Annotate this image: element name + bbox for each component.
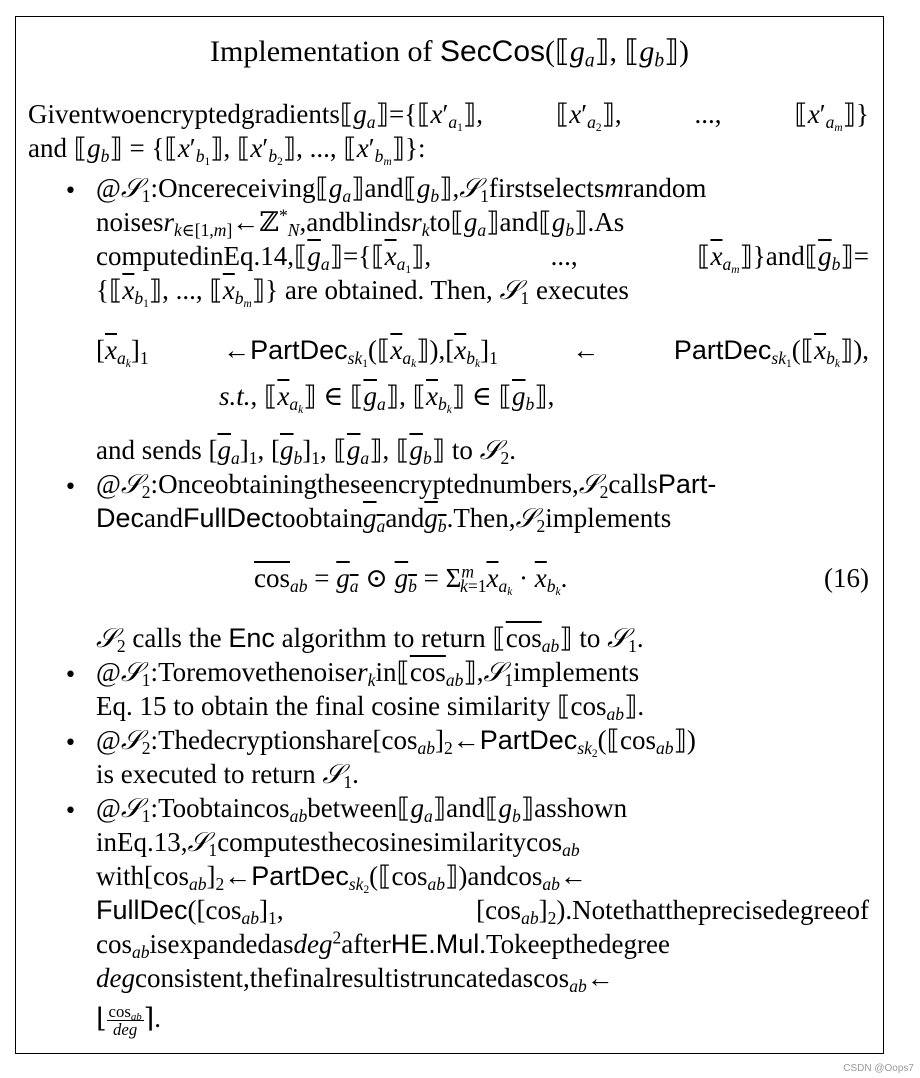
bullet-2-line-1: @𝒮$_2$:Onceobtainingtheseencryptednumbers,𝒮$_2$callsPart- <box>96 469 717 502</box>
intro-line-1: $Giventwoencryptedgradients⟦g_a⟧=\{⟦x'_{a_1}⟧$, $⟦x'_{a_2}⟧$, ..., $⟦x'_{a_m}⟧$} <box>28 99 869 135</box>
bullet-5-line-1: $@𝒮_1:Toobtaincos_{ab}between⟦g_a⟧and⟦g_b⟧asshown$ <box>96 793 628 826</box>
equation-number: (16) <box>824 563 869 593</box>
bullet-4-line-2: is executed to return 𝒮$_1$. <box>96 759 359 792</box>
bullet-2-display-eq: $\overline{cos}_{ab} = g_a$ ⊙ $g_b = \Sigma^m_{k=1}\overline{x}_{a_k} \cdot \overline{x}_{b_k}$. <box>254 561 568 599</box>
bullet-marker: • <box>64 179 77 204</box>
bullet-1-line-4: {$⟦\overline{x}_{b_1}⟧$, ..., $⟦\overline{x}_{b_m}⟧$} are obtained. Then, 𝒮$_1$ executes <box>96 275 629 311</box>
bullet-marker: • <box>64 799 77 824</box>
bullet-marker: • <box>64 663 77 688</box>
watermark: CSDN @Oops7 <box>843 1063 914 1074</box>
bullet-1-line-1: $@𝒮_1:Oncereceiving⟦g_a⟧and⟦g_b⟧,𝒮_1firstselectsmrandom$ <box>96 173 707 206</box>
bullet-1-line-2: $noisesr_{k\in[1,m]}\leftarrow ℤ^*_N,andblindsr_kto⟦g_a⟧and⟦g_b⟧.As$ <box>96 205 625 240</box>
bullet-5-line-2: inEq.13,𝒮$_1$computesthecosinesimilaritycos$_{ab}$ <box>96 827 580 860</box>
bullet-3-line-1: $@𝒮_1:Toremovethenoiser_kin⟦\overline{cos}_{ab}⟧,𝒮_1implements$ <box>96 657 640 690</box>
bullet-5-line-6: degconsistent,thefinalresultistruncatedascos$_{ab}$← <box>96 963 614 996</box>
bullet-1-after: and sends $[\overline{g}_a]_1$, $[\overline{g}_b]_1$, $⟦\overline{g}_a⟧$, $⟦\overline{g}_b⟧$ to 𝒮$_2$. <box>96 435 516 468</box>
intro-line-2: and $⟦g_b⟧$ = {$⟦x'_{b_1}⟧$, $⟦x'_{b_2}⟧$, ..., $⟦x'_{b_m}⟧$}: <box>28 133 426 169</box>
algorithm-box <box>15 16 884 1054</box>
bullet-5-line-7: ⌊ $\frac{\cos_{ab}}{\text{deg}}$ ⌉. <box>96 1001 162 1040</box>
title-function-name: SecCos <box>439 35 546 68</box>
bullet-1-display-eq-1: $[\overline{x}_{a_k}]_1$ $\leftarrow PartDec_{sk_1}(⟦\overline{x}_{a_k}⟧),[\overline{x}_{b_k}]_1$ ← $PartDec_{sk_1}(⟦\overline{x}_{b_k}⟧)$, <box>96 335 870 371</box>
bullet-4-line-1: $@𝒮_2:Thedecryptionshare[\cos_{ab}]_2\leftarrow PartDec_{sk_2}(⟦\cos_{ab}⟧)$ <box>96 725 696 761</box>
algorithm-title: Implementation of $SecCos(⟦g_a⟧$, $⟦g_b⟧$) <box>210 35 689 72</box>
bullet-5-line-3: $with[\cos_{ab}]_2\leftarrow PartDec_{sk_2}(⟦\cos_{ab}⟧)andcos_{ab}\leftarrow$ <box>96 861 587 897</box>
bullet-marker: • <box>64 731 77 756</box>
bullet-2-line-2: DecandFullDectoobtaing$_a$andg$_b$.Then,𝒮$_2$implements <box>96 503 672 536</box>
bullet-3-line-2: Eq. 15 to obtain the final cosine similarity $⟦\cos_{ab}⟧$. <box>96 691 645 724</box>
bullet-marker: • <box>64 475 77 500</box>
title-prefix: Implementation of <box>210 35 440 68</box>
bullet-5-line-4: $FullDec([\cos_{ab}]_1$, $[\cos_{ab}]_2).Notethattheprecisedegreeof$ <box>96 895 869 928</box>
bullet-5-line-5: $\cos_{ab}isexpandedasdeg^2afterHE.Mul.Tokeepthedegree$ <box>96 927 670 962</box>
bullet-2-after: 𝒮$_2$ calls the Enc algorithm to return $⟦\overline{cos}_{ab}⟧$ to 𝒮$_1$. <box>96 623 644 656</box>
bullet-1-line-3: $computedinEq.14,⟦\overline{g}_a⟧=\{⟦\overline{x}_{a_1}⟧$, ..., $⟦\overline{x}_{a_m}⟧\}and⟦\overline{g}_b⟧=$ <box>96 241 869 277</box>
bullet-1-display-eq-2: s.t., $⟦\overline{x}_{a_k}⟧$ ∈ $⟦\overline{g}_a⟧$, $⟦\overline{x}_{b_k}⟧$ ∈ $⟦\overline{g}_b⟧$, <box>219 381 555 417</box>
